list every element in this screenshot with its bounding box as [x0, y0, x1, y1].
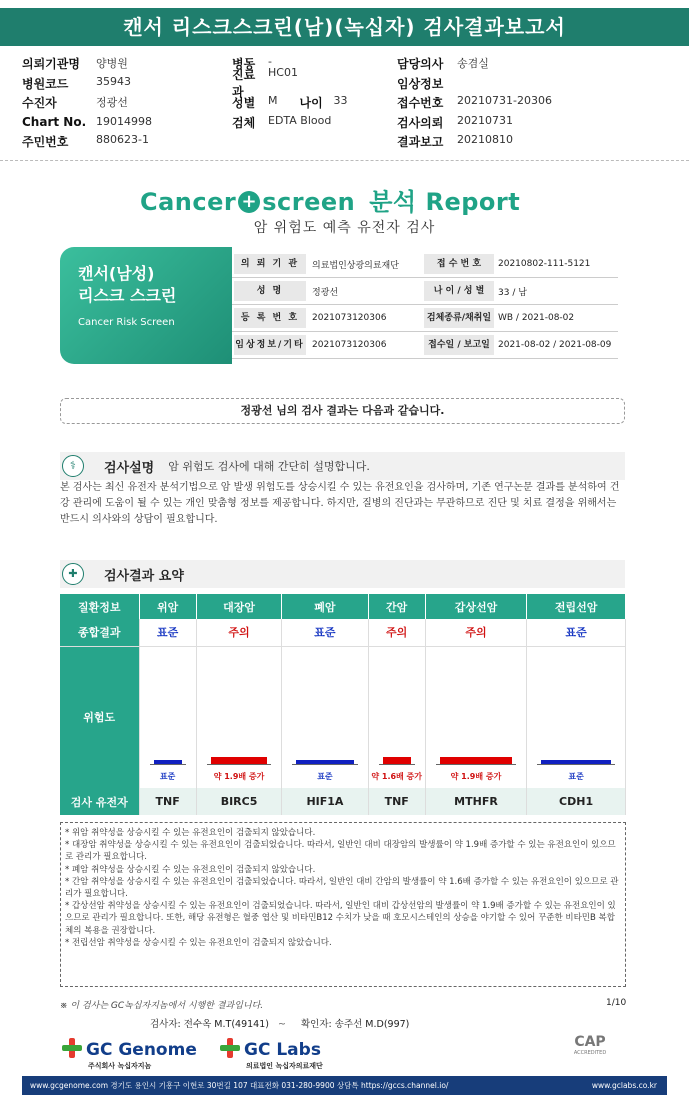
header-key: Chart No.	[22, 115, 87, 130]
overall-result: 표준	[282, 619, 368, 646]
risk-bar-wrap	[140, 740, 196, 788]
disease-header: 전립선암	[527, 594, 626, 619]
header-key: 임상정보	[397, 76, 444, 91]
header-key: 병원코드	[22, 76, 69, 91]
overall-result: 주의	[425, 619, 526, 646]
gc-labs-logo	[220, 1038, 323, 1071]
age-field	[300, 94, 348, 111]
logo-cancer: Cancer	[140, 188, 237, 216]
header-key: 병동	[232, 57, 256, 72]
risk-cell	[527, 646, 626, 788]
cap-sub: ACCREDITED	[573, 1050, 607, 1056]
info-value: 정광선	[312, 287, 339, 298]
header-row	[22, 93, 672, 113]
info-key: 등 록 번 호	[234, 308, 306, 328]
header-key: 접수번호	[397, 96, 444, 111]
info-key: 나 이 / 성 별	[424, 281, 494, 301]
gene-cell: TNF	[139, 788, 196, 815]
table-row	[60, 619, 626, 646]
risk-bar	[211, 757, 268, 764]
card-line2: 리스크 스크린	[78, 286, 177, 305]
gc-labs-text: GC Labs	[244, 1040, 321, 1060]
table-row	[60, 646, 626, 788]
disease-header: 대장암	[196, 594, 282, 619]
risk-bar	[154, 760, 182, 764]
risk-bar	[541, 760, 611, 764]
info-value: 2021-08-02 / 2021-08-09	[498, 340, 612, 350]
header-row	[22, 66, 672, 100]
baseline	[537, 764, 615, 765]
note-item: * 대장암 취약성을 상승시킬 수 있는 유전요인이 검출되었습니다. 따라서, 일반인 대비 대장암의 발생률이 약 1.9배 증가할 수 있는 유전요인이 있으므로 관리가 필요합니다.	[65, 840, 616, 863]
gc-cross-icon	[220, 1038, 240, 1058]
clipboard-plus-icon: ✚	[62, 563, 84, 585]
info-row	[232, 278, 618, 305]
header-value: 정광선	[96, 96, 128, 110]
section-desc: 암 위험도 검사에 대해 간단히 설명합니다.	[168, 460, 370, 473]
header-key: 수진자	[22, 96, 57, 111]
result-notice: 정광선 님의 검사 결과는 다음과 같습니다.	[60, 398, 625, 424]
disease-header: 간암	[368, 594, 425, 619]
info-key: 접 수 번 호	[424, 254, 494, 274]
section-title: 검사결과 요약	[104, 568, 184, 584]
header-value: M	[268, 94, 278, 108]
row-label: 질환정보	[60, 594, 139, 619]
row-label: 위험도	[60, 646, 139, 788]
footer-address: www.gcgenome.com 경기도 용인시 기흥구 이현로 30번길 107 대표전화 031-280-9900 상담톡 https://gccs.channel.io/	[30, 1081, 449, 1090]
page-number: 1/10	[606, 998, 627, 1008]
gene-cell: MTHFR	[425, 788, 526, 815]
overall-result: 주의	[368, 619, 425, 646]
header-value: 20210810	[457, 133, 513, 147]
performed-by: ※ 이 검사는 GC녹십자지놈에서 시행한 결과입니다.	[60, 1001, 264, 1011]
risk-bar	[440, 757, 512, 764]
logo-screen: screen	[262, 188, 356, 216]
footer-bar	[22, 1076, 667, 1095]
table-row	[60, 594, 626, 619]
row-label: 종합결과	[60, 619, 139, 646]
header-value: 20210731	[457, 113, 513, 127]
info-key: 검체종류/채취일	[424, 308, 494, 328]
info-value: WB / 2021-08-02	[498, 313, 575, 323]
risk-cell	[368, 646, 425, 788]
header-key: 의뢰기관명	[22, 57, 80, 72]
gene-cell: TNF	[368, 788, 425, 815]
card-line1: 캔서(남성)	[78, 264, 155, 283]
logo-report: 분석 Report	[369, 188, 521, 216]
examiner: 검사자: 전수옥 M.T(49141)	[150, 1019, 269, 1030]
header-value: 19014998	[96, 115, 152, 129]
header-key: 나이	[299, 96, 323, 111]
header-value: 880623-1	[96, 133, 149, 147]
header-value: HC01	[268, 66, 298, 80]
overall-result: 주의	[196, 619, 282, 646]
note-item: * 간암 취약성을 상승시킬 수 있는 유전요인이 검출되었습니다. 따라서, 일반인 대비 간암의 발생률이 약 1.6배 증가할 수 있는 유전요인이 있으므로 관리가 필요합니다.	[65, 876, 619, 900]
info-value: 20210802-111-5121	[498, 259, 591, 269]
header-row	[22, 113, 672, 133]
disease-header: 위암	[139, 594, 196, 619]
risk-label: 약 1.9배 증가	[213, 772, 265, 781]
header-value: EDTA Blood	[268, 113, 332, 127]
header-key: 담당의사	[397, 57, 444, 72]
gc-labs-sub: 의료법인 녹십자의료재단	[246, 1062, 323, 1070]
baseline	[292, 764, 357, 765]
info-row	[232, 305, 618, 332]
gc-cross-icon	[62, 1038, 82, 1058]
risk-label: 표준	[568, 772, 584, 781]
gene-cell: BIRC5	[196, 788, 282, 815]
section-title: 검사설명	[104, 460, 155, 476]
risk-cell	[139, 646, 196, 788]
gc-genome-logo	[62, 1038, 197, 1071]
info-row	[232, 332, 618, 359]
signatures	[150, 1016, 415, 1030]
plus-icon: +	[238, 191, 260, 213]
risk-bar	[383, 757, 411, 764]
risk-label: 표준	[159, 772, 176, 781]
divider	[0, 160, 689, 161]
header-key: 검체	[232, 115, 256, 130]
info-value: 33 / 남	[498, 287, 527, 298]
signature-mark: ~	[278, 1019, 286, 1030]
note-item: * 전립선암 취약성을 상승시킬 수 있는 유전요인이 검출되지 않았습니다.	[65, 937, 332, 948]
risk-cell	[282, 646, 368, 788]
cap-text: CAP	[574, 1034, 606, 1050]
risk-label: 약 1.6배 증가	[371, 772, 423, 781]
result-notes	[60, 822, 626, 987]
gene-cell: CDH1	[527, 788, 626, 815]
gc-genome-sub: 주식회사 녹십자지놈	[88, 1062, 152, 1070]
note-item: * 갑상선암 취약성을 상승시킬 수 있는 유전요인이 검출되었습니다. 따라서, 일반인 대비 갑상선암의 발생률이 약 1.9배 증가할 수 있는 유전요인이 있으므로 관리가 필요합니다. 또한, 해당 유전형은 혈중 엽산 및 비타민B12 수치가 낮을 때 호모시스테인의 상승을 야기할 수 있어 꾸준한 비타민B 복합체의 복용을 권장합니다.	[65, 901, 616, 936]
results-table	[60, 594, 626, 815]
disease-header: 갑상선암	[425, 594, 526, 619]
info-key: 성 명	[234, 281, 306, 301]
baseline	[436, 764, 516, 765]
overall-result: 표준	[527, 619, 626, 646]
header-key: 주민번호	[22, 135, 69, 150]
cap-logo	[558, 1034, 622, 1070]
note-item: * 폐암 취약성을 상승시킬 수 있는 유전요인이 검출되지 않았습니다.	[65, 864, 316, 875]
info-row	[232, 251, 618, 278]
section-summary-header	[60, 560, 625, 588]
risk-cell	[196, 646, 282, 788]
header-key: 성별	[232, 96, 256, 111]
header-key: 결과보고	[397, 135, 444, 150]
risk-bar	[296, 760, 353, 764]
header-value: 35943	[96, 74, 131, 88]
header-value: 송겸실	[457, 57, 489, 71]
risk-bar-wrap	[282, 740, 367, 788]
header-key: 검사의뢰	[397, 115, 444, 130]
subtitle: 암 위험도 예측 유전자 검사	[253, 220, 436, 236]
footer-site: www.gclabs.co.kr	[591, 1081, 657, 1090]
baseline	[207, 764, 272, 765]
info-key: 접수일 / 보고일	[424, 335, 494, 355]
header-value: 양병원	[96, 57, 128, 71]
stethoscope-icon: ⚕	[62, 455, 84, 477]
header-value: -	[268, 55, 272, 69]
risk-bar-wrap	[527, 740, 625, 788]
header-value: 20210731-20306	[457, 94, 552, 108]
header-row	[22, 132, 672, 152]
risk-label: 약 1.9배 증가	[450, 772, 502, 781]
patient-header	[22, 54, 672, 152]
risk-bar-wrap	[197, 740, 282, 788]
card-line3: Cancer Risk Screen	[78, 317, 175, 328]
confirmer: 확인자: 송주선 M.D(997)	[301, 1019, 410, 1030]
row-label: 검사 유전자	[60, 788, 139, 815]
info-key: 임상정보/기타	[234, 335, 306, 355]
info-table	[232, 251, 618, 359]
info-value: 의료법인상광의료재단	[312, 260, 399, 271]
section-description-header	[60, 452, 625, 480]
risk-cell	[425, 646, 526, 788]
baseline	[150, 764, 186, 765]
test-card	[60, 247, 232, 364]
info-value: 2021073120306	[312, 313, 387, 323]
risk-label: 표준	[317, 772, 333, 781]
info-key: 의 뢰 기 관	[234, 254, 306, 274]
risk-bar-wrap	[426, 740, 526, 788]
header-key: 진료과	[232, 68, 256, 100]
cancer-screen-logo	[140, 182, 520, 217]
baseline	[379, 764, 415, 765]
overall-result: 표준	[139, 619, 196, 646]
table-row	[60, 788, 626, 815]
disease-header: 폐암	[282, 594, 368, 619]
header-value: 33	[333, 94, 348, 108]
info-value: 2021073120306	[312, 340, 387, 350]
description-text: 본 검사는 최신 유전자 분석기법으로 암 발생 위험도를 상승시킬 수 있는 유전요인을 검사하며, 기존 연구논문 결과를 분석하여 건강 관리에 도움이 될 수 있는 개인 맞춤형 정보를 제공합니다. 하지만, 질병의 진단과는 무관하므로 진단 및 치료 결정을 위해서는 반드시 의사와의 상담이 필요합니다.	[60, 482, 620, 525]
report-title: 캔서 리스크스크린(남)(녹십자) 검사결과보고서	[0, 8, 689, 46]
risk-bar-wrap	[369, 740, 425, 788]
note-item: * 위암 취약성을 상승시킬 수 있는 유전요인이 검출되지 않았습니다.	[65, 828, 316, 838]
footer-logos	[62, 1034, 622, 1076]
gene-cell: HIF1A	[282, 788, 368, 815]
gc-genome-text: GC Genome	[86, 1040, 197, 1060]
